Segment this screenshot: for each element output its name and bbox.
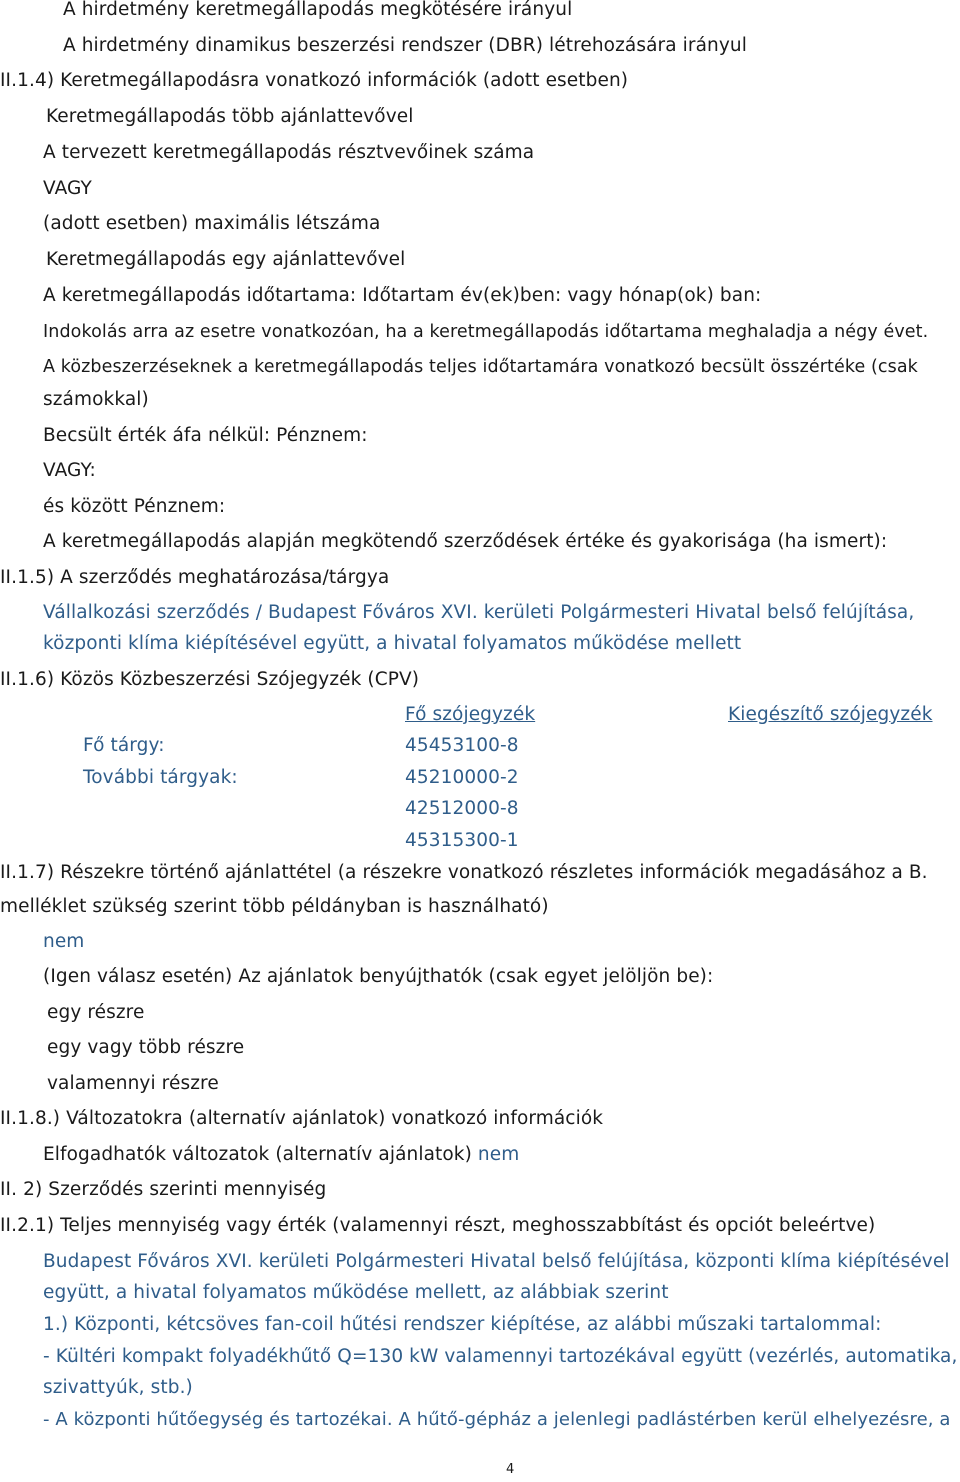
contract-subject-line: Vállalkozási szerződés / Budapest Főváros XVI. kerületi Polgármesteri Hivatal belső felújítása, — [43, 602, 915, 623]
text-line: Becsült érték áfa nélkül: Pénznem: — [43, 425, 368, 446]
contract-subject-line: központi klíma kiépítésével együtt, a hivatal folyamatos működése mellett — [43, 633, 742, 654]
quantity-text-line: 1.) Központi, kétcsöves fan-coil hűtési rendszer kiépítése, az alábbi műszaki tartalommal: — [43, 1314, 882, 1335]
cpv-main-header: Fő szójegyzék — [405, 704, 536, 725]
text-line: Keretmegállapodás több ajánlattevővel — [46, 106, 414, 127]
section-heading: II.1.8.) Változatokra (alternatív ajánlatok) vonatkozó információk — [0, 1108, 604, 1129]
quantity-text-line: - A központi hűtőegység és tartozékai. A hűtő-gépház a jelenlegi padlástérben kerül elhelyezésre, a — [43, 1409, 951, 1430]
answer-value: nem — [477, 1144, 520, 1165]
quantity-text-line: együtt, a hivatal folyamatos működése mellett, az alábbiak szerint — [43, 1282, 669, 1303]
text-line: A hirdetmény dinamikus beszerzési rendszer (DBR) létrehozására irányul — [63, 35, 747, 56]
text-line: VAGY — [43, 178, 92, 199]
option-line: egy részre — [47, 1002, 145, 1023]
option-line: egy vagy több részre — [47, 1037, 245, 1058]
text-line: A keretmegállapodás időtartama: Időtartam év(ek)ben: vagy hónap(ok) ban: — [43, 285, 762, 306]
text-line: A közbeszerzéseknek a keretmegállapodás teljes időtartamára vonatkozó becsült összértéke (csak — [43, 357, 918, 377]
text-line: és között Pénznem: — [43, 496, 226, 517]
text-line: (adott esetben) maximális létszáma — [43, 213, 381, 234]
option-line: valamennyi részre — [47, 1073, 219, 1094]
text-line: Keretmegállapodás egy ajánlattevővel — [46, 249, 406, 270]
cpv-main-label: Fő tárgy: — [83, 735, 165, 756]
page-number: 4 — [506, 1462, 515, 1477]
cpv-main-code: 45453100-8 — [405, 735, 519, 756]
text-line: Indokolás arra az esetre vonatkozóan, ha a keretmegállapodás időtartama meghaladja a négy évet. — [43, 322, 929, 342]
cpv-extra-code: 45210000-2 — [405, 767, 519, 788]
section-heading: II. 2) Szerződés szerinti mennyiség — [0, 1179, 327, 1200]
section-heading: II.1.5) A szerződés meghatározása/tárgya — [0, 567, 390, 588]
section-heading: II.1.4) Keretmegállapodásra vonatkozó információk (adott esetben) — [0, 70, 629, 91]
text-line — [43, 1143, 519, 1167]
text-line: A tervezett keretmegállapodás résztvevőinek száma — [43, 142, 535, 163]
cpv-extra-code: 45315300-1 — [405, 830, 519, 851]
quantity-text-line: szivattyúk, stb.) — [43, 1377, 193, 1398]
cpv-extra-code: 42512000-8 — [405, 798, 519, 819]
text-line: VAGY: — [43, 460, 96, 481]
quantity-text-line: Budapest Főváros XVI. kerületi Polgármesteri Hivatal belső felújítása, központi klíma kiépítésével — [43, 1251, 950, 1272]
quantity-text-line: - Kültéri kompakt folyadékhűtő Q=130 kW valamennyi tartozékával együtt (vezérlés, automatika, — [43, 1346, 958, 1367]
cpv-supplementary-header: Kiegészítő szójegyzék — [728, 704, 933, 725]
section-heading: II.1.6) Közös Közbeszerzési Szójegyzék (CPV) — [0, 669, 420, 690]
text-line: melléklet szükség szerint több példányban is használható) — [0, 896, 549, 917]
text-line: (Igen válasz esetén) Az ajánlatok benyújthatók (csak egyet jelöljön be): — [43, 966, 714, 987]
text-label: Elfogadhatók változatok (alternatív ajánlatok) — [43, 1144, 472, 1165]
text-line: A keretmegállapodás alapján megkötendő szerződések értéke és gyakorisága (ha ismert): — [43, 531, 888, 552]
cpv-extra-label: További tárgyak: — [83, 767, 238, 788]
text-line: számokkal) — [43, 389, 149, 410]
section-heading: II.1.7) Részekre történő ajánlattétel (a részekre vonatkozó részletes információk megadásához a B. — [0, 862, 928, 883]
text-line: A hirdetmény keretmegállapodás megkötésére irányul — [63, 0, 573, 20]
answer-value: nem — [43, 931, 85, 952]
section-heading: II.2.1) Teljes mennyiség vagy érték (valamennyi részt, meghosszabbítást és opciót beleértve) — [0, 1215, 876, 1236]
